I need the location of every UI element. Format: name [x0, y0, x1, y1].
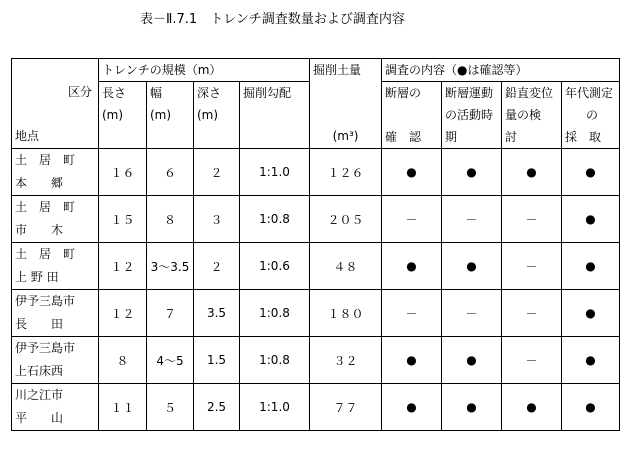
- confirmed-dot-icon: ●: [406, 259, 417, 273]
- header-col1-line1: 断層の: [385, 86, 422, 100]
- header-nagasa-unit: (m): [102, 108, 124, 122]
- not-applicable-dash: －: [405, 306, 418, 321]
- confirmed-dot-icon: ●: [406, 165, 417, 179]
- header-fukasa-unit: (m): [197, 108, 219, 122]
- volume-cell: １２６: [310, 149, 382, 196]
- slope-cell: 1:1.0: [240, 384, 310, 431]
- length-cell: １２: [99, 290, 147, 337]
- table-row: [12, 243, 620, 290]
- header-chosa: 調査の内容（●は確認等）: [382, 59, 620, 82]
- table-body: [12, 149, 620, 431]
- survey-mark-cell: [382, 384, 442, 431]
- survey-mark-cell: [562, 149, 620, 196]
- width-cell: ８: [147, 196, 194, 243]
- table-row: [12, 149, 620, 196]
- slope-cell: 1:0.8: [240, 290, 310, 337]
- table-title: 表－Ⅱ.7.1 トレンチ調査数量および調査内容: [140, 12, 405, 27]
- header-haba-unit: (m): [150, 108, 172, 122]
- confirmed-dot-icon: ●: [526, 165, 537, 179]
- confirmed-dot-icon: ●: [585, 212, 596, 226]
- header-col2-line3: 期: [445, 130, 458, 144]
- location-cell: [12, 196, 99, 243]
- survey-mark-cell: [442, 149, 502, 196]
- survey-mark-cell: [382, 149, 442, 196]
- location-district: 本 郷: [15, 176, 64, 190]
- location-district: 上 野 田: [15, 270, 59, 284]
- survey-mark-cell: [562, 243, 620, 290]
- survey-mark-cell: [502, 337, 562, 384]
- confirmed-dot-icon: ●: [466, 400, 477, 414]
- length-cell: １５: [99, 196, 147, 243]
- length-cell: １２: [99, 243, 147, 290]
- volume-cell: ２０５: [310, 196, 382, 243]
- survey-mark-cell: [442, 196, 502, 243]
- location-district: 長 田: [15, 317, 64, 331]
- header-col4-line3: 採 取: [565, 130, 602, 144]
- volume-cell: １８０: [310, 290, 382, 337]
- depth-cell: ３: [194, 196, 240, 243]
- header-col4-cell: [562, 82, 620, 149]
- confirmed-dot-icon: ●: [466, 353, 477, 367]
- table-row: [12, 337, 620, 384]
- depth-cell: 3.5: [194, 290, 240, 337]
- header-row: [12, 59, 620, 82]
- survey-mark-cell: [502, 149, 562, 196]
- header-fukasa-cell: [194, 82, 240, 149]
- header-chiten: 地点: [15, 129, 40, 143]
- width-cell: ７: [147, 290, 194, 337]
- location-cell: [12, 337, 99, 384]
- table-row: [12, 290, 620, 337]
- survey-mark-cell: [562, 337, 620, 384]
- header-kubun-chiten: [12, 59, 99, 149]
- header-trench-scale: トレンチの規模（m）: [99, 59, 310, 82]
- header-col1-line3: 確 認: [385, 130, 422, 144]
- header-col4-line1: 年代測定: [565, 86, 614, 100]
- depth-cell: 2.5: [194, 384, 240, 431]
- not-applicable-dash: －: [405, 212, 418, 227]
- depth-cell: ２: [194, 149, 240, 196]
- header-col3-line1: 鉛直変位: [505, 86, 554, 100]
- not-applicable-dash: －: [465, 306, 478, 321]
- header-haba-cell: [147, 82, 194, 149]
- header-col3-cell: [502, 82, 562, 149]
- length-cell: １６: [99, 149, 147, 196]
- header-col1-cell: [382, 82, 442, 149]
- confirmed-dot-icon: ●: [585, 353, 596, 367]
- confirmed-dot-icon: ●: [466, 259, 477, 273]
- confirmed-dot-icon: ●: [406, 400, 417, 414]
- survey-mark-cell: [442, 337, 502, 384]
- location-district: 市 木: [15, 223, 64, 237]
- header-doryo-unit: (m³): [332, 129, 359, 143]
- slope-cell: 1:1.0: [240, 149, 310, 196]
- length-cell: ８: [99, 337, 147, 384]
- slope-cell: 1:0.6: [240, 243, 310, 290]
- header-nagasa-cell: [99, 82, 147, 149]
- survey-mark-cell: [382, 243, 442, 290]
- volume-cell: ４８: [310, 243, 382, 290]
- header-kubun: 区分: [67, 85, 92, 99]
- confirmed-dot-icon: ●: [466, 165, 477, 179]
- location-municipality: 伊予三島市: [15, 294, 76, 308]
- width-cell: 3～3.5: [147, 243, 194, 290]
- survey-mark-cell: [562, 290, 620, 337]
- confirmed-dot-icon: ●: [526, 400, 537, 414]
- survey-mark-cell: [382, 337, 442, 384]
- location-municipality: 土 居 町: [15, 153, 76, 167]
- trench-survey-table: [11, 58, 620, 431]
- survey-mark-cell: [442, 243, 502, 290]
- location-municipality: 伊予三島市: [15, 341, 76, 355]
- not-applicable-dash: －: [525, 212, 538, 227]
- not-applicable-dash: －: [525, 306, 538, 321]
- header-kobai: 掘削勾配: [243, 86, 292, 100]
- header-doryo: 掘削土量: [313, 63, 362, 77]
- depth-cell: 1.5: [194, 337, 240, 384]
- width-cell: 4～5: [147, 337, 194, 384]
- survey-mark-cell: [382, 290, 442, 337]
- header-col4-line2: の: [586, 108, 599, 122]
- header-haba: 幅: [150, 86, 163, 100]
- table-row: [12, 196, 620, 243]
- not-applicable-dash: －: [525, 353, 538, 368]
- header-col3-line3: 討: [505, 130, 518, 144]
- confirmed-dot-icon: ●: [585, 306, 596, 320]
- table-row: [12, 384, 620, 431]
- header-fukasa: 深さ: [197, 86, 222, 100]
- survey-mark-cell: [502, 384, 562, 431]
- survey-mark-cell: [502, 196, 562, 243]
- survey-mark-cell: [562, 196, 620, 243]
- survey-mark-cell: [562, 384, 620, 431]
- header-col3-line2: 量の検: [505, 108, 542, 122]
- not-applicable-dash: －: [465, 212, 478, 227]
- header-col2-cell: [442, 82, 502, 149]
- location-municipality: 土 居 町: [15, 247, 76, 261]
- not-applicable-dash: －: [525, 259, 538, 274]
- width-cell: ６: [147, 149, 194, 196]
- volume-cell: ７７: [310, 384, 382, 431]
- width-cell: ５: [147, 384, 194, 431]
- location-district: 上石床西: [15, 364, 64, 378]
- header-col2-line1: 断層運動: [445, 86, 494, 100]
- confirmed-dot-icon: ●: [585, 259, 596, 273]
- header-kobai-cell: [240, 82, 310, 149]
- location-cell: [12, 384, 99, 431]
- survey-mark-cell: [442, 384, 502, 431]
- location-municipality: 川之江市: [15, 388, 64, 402]
- confirmed-dot-icon: ●: [406, 353, 417, 367]
- slope-cell: 1:0.8: [240, 196, 310, 243]
- depth-cell: ２: [194, 243, 240, 290]
- header-nagasa: 長さ: [102, 86, 127, 100]
- length-cell: １１: [99, 384, 147, 431]
- slope-cell: 1:0.8: [240, 337, 310, 384]
- volume-cell: ３２: [310, 337, 382, 384]
- confirmed-dot-icon: ●: [585, 165, 596, 179]
- header-doryo-cell: [310, 59, 382, 149]
- survey-mark-cell: [442, 290, 502, 337]
- location-cell: [12, 243, 99, 290]
- header-col2-line2: の活動時: [445, 108, 494, 122]
- survey-mark-cell: [382, 196, 442, 243]
- location-cell: [12, 149, 99, 196]
- survey-mark-cell: [502, 290, 562, 337]
- location-municipality: 土 居 町: [15, 200, 76, 214]
- location-cell: [12, 290, 99, 337]
- confirmed-dot-icon: ●: [585, 400, 596, 414]
- survey-mark-cell: [502, 243, 562, 290]
- location-district: 平 山: [15, 411, 64, 425]
